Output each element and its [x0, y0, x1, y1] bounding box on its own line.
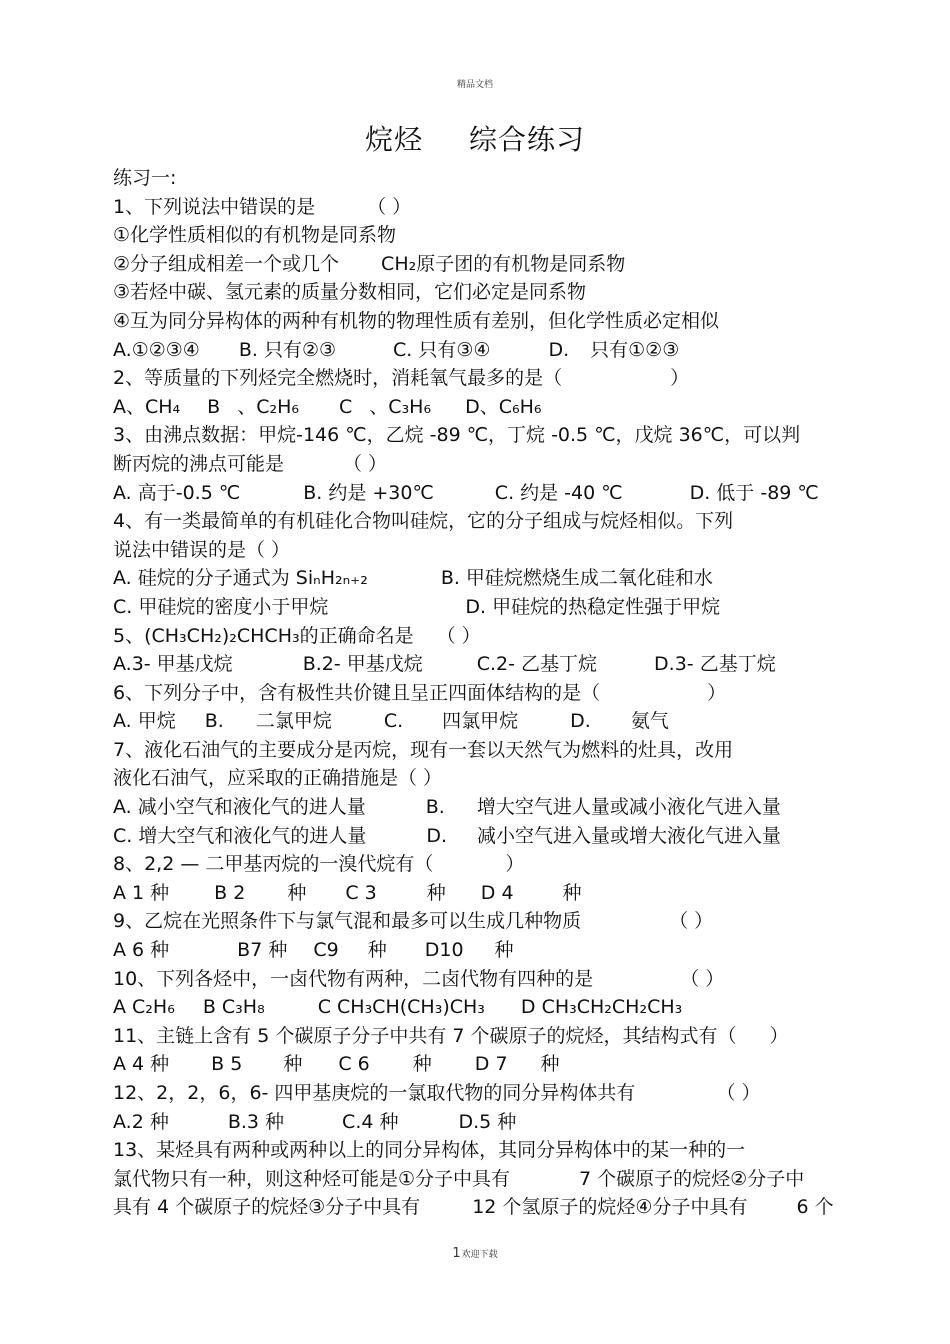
text-segment: D. 低于 -89 ℃ [689, 481, 819, 504]
text-segment: D 7 [474, 1053, 508, 1076]
text-line [113, 164, 843, 193]
text-segment: ） [769, 1024, 789, 1047]
text-line [113, 1022, 843, 1051]
text-segment: D. [426, 824, 448, 847]
page-header: 精品文档 [456, 80, 493, 90]
text-segment: B 2 [214, 881, 246, 904]
text-segment: CH₂原子团的有机物是同系物 [381, 252, 626, 275]
text-segment: 、C₃H₆ [369, 395, 432, 418]
text-segment: D. 甲硅烷的热稳定性强于甲烷 [465, 595, 721, 618]
text-segment: ①化学性质相似的有机物是同系物 [113, 224, 397, 247]
text-line [113, 507, 843, 536]
text-segment: A C₂H₆ [113, 996, 175, 1019]
text-segment: 种 [494, 939, 514, 962]
text-segment: 9、乙烷在光照条件下与氯气混和最多可以生成几种物质 [113, 910, 582, 933]
text-segment: A 1 种 [113, 881, 170, 904]
text-segment: B.2- 甲基戊烷 [302, 653, 423, 676]
text-segment: ③若烃中碳、氢元素的质量分数相同，它们必定是同系物 [113, 281, 587, 304]
text-segment: （ ） [716, 1082, 761, 1104]
text-segment: C. 约是 -40 ℃ [494, 481, 623, 504]
text-segment: ） [505, 853, 525, 876]
text-segment: 12 个氢原子的烷烃④分子中具有 [472, 1196, 748, 1219]
text-segment: A.2 种 [113, 1110, 169, 1133]
text-line [113, 879, 843, 908]
text-segment: 7、液化石油气的主要成分是丙烷，现有一套以天然气为燃料的灶具，改用 [113, 738, 734, 761]
text-segment: 种 [540, 1053, 560, 1076]
text-segment: D、C₆H₆ [465, 395, 542, 418]
text-line [113, 278, 843, 307]
text-line [113, 907, 843, 936]
text-segment: 6 个 [796, 1196, 834, 1219]
text-line [113, 479, 843, 508]
text-segment: 10、下列各烃中，一卤代物有两种，二卤代物有四种的是 [113, 967, 594, 990]
text-segment: A 4 种 [113, 1053, 170, 1076]
text-segment: 说法中错误的是（ ） [113, 538, 291, 561]
text-line [113, 993, 843, 1022]
page-footer [0, 1246, 950, 1261]
text-segment: 8、2,2 — 二甲基丙烷的一溴代烷有（ [113, 853, 434, 876]
text-segment: C. 甲硅烷的密度小于甲烷 [113, 595, 329, 618]
text-segment: 种 [426, 881, 446, 904]
text-line [113, 1050, 843, 1079]
text-segment: B. [425, 796, 445, 819]
text-segment: ） [670, 367, 690, 390]
text-segment: B. 甲硅烷燃烧生成二氧化硅和水 [440, 567, 713, 590]
text-line [113, 1108, 843, 1137]
text-line [113, 850, 843, 879]
text-segment: 练习一: [113, 167, 177, 189]
text-segment: A 6 种 [113, 939, 170, 962]
text-line [113, 1165, 843, 1194]
text-segment: C [339, 395, 353, 418]
text-segment: A. 硅烷的分子通式为 SiₙH₂ₙ₊₂ [113, 567, 368, 590]
text-segment: 种 [562, 881, 582, 904]
text-segment: ④互为同分异构体的两种有机物的物理性质有差别，但化学性质必定相似 [113, 309, 720, 332]
text-segment: C CH₃CH(CH₃)CH₃ [317, 996, 485, 1019]
text-segment: 氯代物只有一种，则这种烃可能是①分子中具有 [113, 1167, 511, 1190]
text-segment: 减小空气进入量或增大液化气进入量 [477, 824, 782, 847]
text-line [113, 679, 843, 708]
text-line [113, 307, 843, 336]
text-segment: 种 [412, 1053, 432, 1076]
text-segment: A、CH₄ [113, 395, 181, 418]
text-line [113, 364, 843, 393]
text-segment: D.5 种 [458, 1110, 517, 1133]
text-segment: D 4 [480, 881, 514, 904]
text-segment: 6、下列分子中，含有极性共价键且呈正四面体结构的是（ [113, 681, 601, 704]
text-segment: A.3- 甲基戊烷 [113, 653, 233, 676]
text-line [113, 1079, 843, 1108]
text-segment: B. 只有②③ [238, 338, 337, 361]
text-segment: A. 甲烷 [113, 710, 176, 733]
text-line [113, 593, 843, 622]
text-line [113, 764, 843, 793]
text-segment: （ ） [669, 910, 714, 933]
text-segment: A. 高于-0.5 ℃ [113, 481, 241, 504]
text-segment: C.2- 乙基丁烷 [476, 653, 598, 676]
page-number: 1 [452, 1246, 461, 1261]
text-segment: A.①②③④ [113, 338, 200, 361]
text-segment: 液化石油气，应采取的正确措施是（ ） [113, 767, 443, 790]
text-segment: 四氯甲烷 [442, 710, 519, 733]
text-line [113, 822, 843, 851]
text-segment: 二氯甲烷 [255, 710, 332, 733]
text-segment: B 5 [211, 1053, 243, 1076]
text-segment: B.3 种 [227, 1110, 285, 1133]
exercise-content [113, 164, 843, 1222]
text-segment: 12、2，2，6，6- 四甲基庚烷的一氯取代物的同分异构体共有 [113, 1082, 636, 1104]
text-line [113, 250, 843, 279]
text-segment: 、C₂H₆ [237, 395, 300, 418]
text-segment: 只有①②③ [590, 338, 680, 361]
text-segment: （ ） [343, 452, 388, 475]
text-line [113, 336, 843, 365]
text-segment: 3、由沸点数据：甲烷-146 ℃，乙烷 -89 ℃，丁烷 -0.5 ℃，戊烷 36℃，可以判 [113, 424, 801, 447]
text-segment: 种 [367, 939, 387, 962]
text-line [113, 650, 843, 679]
text-segment: C.4 种 [342, 1110, 399, 1133]
text-segment: B. 约是 +30℃ [303, 481, 434, 504]
text-segment: B7 种 [237, 939, 288, 962]
text-segment: A. 减小空气和液化气的进人量 [113, 796, 366, 819]
text-segment: 增大空气进人量或减小液化气进入量 [476, 796, 781, 819]
text-segment: B [207, 395, 221, 418]
text-segment: 2、等质量的下列烃完全燃烧时，消耗氧气最多的是（ [113, 367, 563, 390]
text-segment: C9 [313, 939, 339, 962]
text-line [113, 622, 843, 651]
title-part-2: 综合练习 [469, 123, 586, 156]
text-line [113, 793, 843, 822]
document-title [0, 118, 950, 158]
text-line [113, 564, 843, 593]
footer-text: 欢迎下载 [461, 1250, 498, 1260]
text-segment: B. [204, 710, 224, 733]
text-line [113, 221, 843, 250]
text-line [113, 421, 843, 450]
text-line [113, 1193, 843, 1222]
text-segment: D.3- 乙基丁烷 [654, 653, 776, 676]
text-segment: 断丙烷的沸点可能是 [113, 452, 285, 475]
text-segment: 1、下列说法中错误的是 [113, 195, 316, 218]
text-segment: D. [548, 338, 570, 361]
text-segment: 具有 4 个碳原子的烷烃③分子中具有 [113, 1196, 421, 1219]
text-segment: D CH₃CH₂CH₂CH₃ [520, 996, 683, 1019]
text-segment: B C₃H₈ [202, 996, 265, 1019]
text-segment: 7 个碳原子的烷烃②分子中 [579, 1167, 805, 1190]
text-line [113, 965, 843, 994]
text-segment: 5、(CH₃CH₂)₂CHCH₃的正确命名是 [113, 624, 414, 647]
text-line [113, 936, 843, 965]
text-segment: C 3 [345, 881, 377, 904]
text-segment: ②分子组成相差一个或几个 [113, 252, 340, 275]
title-part-1: 烷烃 [364, 123, 423, 156]
text-line [113, 1136, 843, 1165]
text-segment: 11、主链上含有 5 个碳原子分子中共有 7 个碳原子的烷烃，其结构式有（ [113, 1024, 737, 1047]
text-segment: 种 [283, 1053, 303, 1076]
text-segment: 13、某烃具有两种或两种以上的同分异构体，其同分异构体中的某一种的一 [113, 1139, 746, 1162]
text-segment: 4、有一类最简单的有机硅化合物叫硅烷，它的分子组成与烷烃相似。下列 [113, 510, 734, 533]
text-segment: （ ） [367, 195, 412, 218]
text-line [113, 707, 843, 736]
text-line [113, 536, 843, 565]
text-segment: C 6 [338, 1053, 370, 1076]
text-segment: D10 [424, 939, 464, 962]
text-segment: C. [383, 710, 404, 733]
text-segment: C. 增大空气和液化气的进人量 [113, 824, 367, 847]
text-segment: （ ） [436, 624, 481, 647]
text-segment: C. 只有③④ [393, 338, 491, 361]
text-line [113, 393, 843, 422]
text-segment: D. [570, 710, 591, 733]
text-segment: （ ） [680, 967, 725, 990]
text-line [113, 193, 843, 222]
text-line [113, 450, 843, 479]
text-line [113, 736, 843, 765]
text-segment: ） [707, 681, 727, 704]
text-segment: 氨气 [630, 710, 669, 733]
text-segment: 种 [287, 881, 307, 904]
